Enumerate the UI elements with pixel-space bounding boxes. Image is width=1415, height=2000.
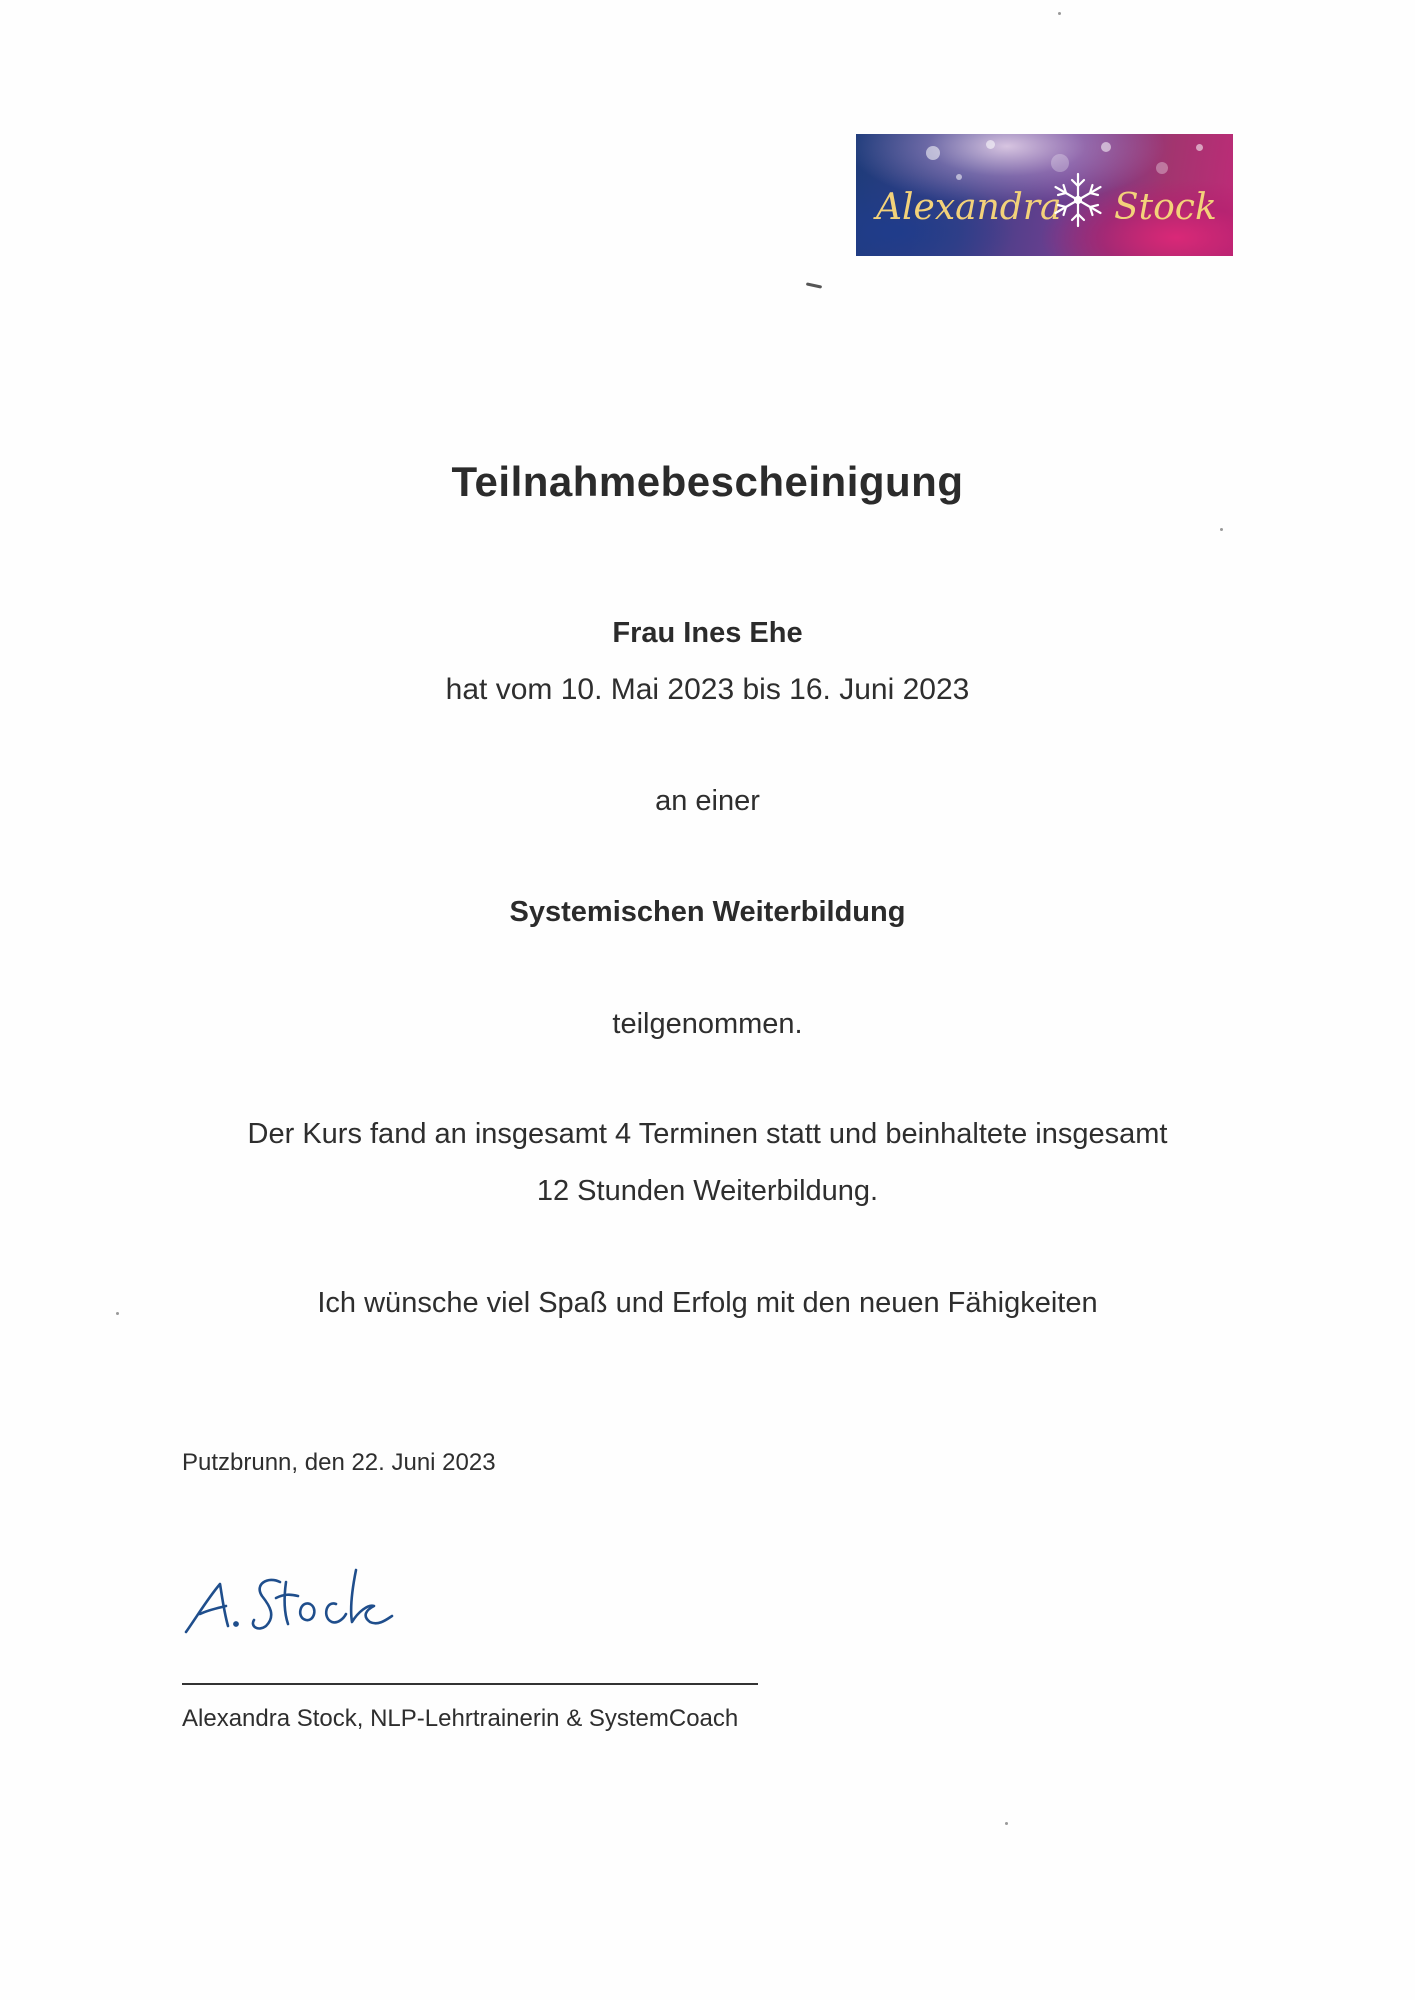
scan-speck [116,1312,119,1315]
connector-text: an einer [655,785,760,817]
alexandra-stock-logo [856,134,1233,256]
scan-speck [1005,1822,1008,1825]
course-details-line1: Der Kurs fand an insgesamt 4 Terminen statt und beinhaltete insgesamt [247,1118,1168,1150]
scan-speck [1058,12,1061,15]
course-name: Systemischen Weiterbildung [509,896,906,928]
course-details-line2: 12 Stunden Weiterbildung. [536,1175,879,1207]
logo-lettering [856,134,1233,256]
scan-speck [1220,528,1223,531]
logo-first-name: Alexandra [876,187,1062,228]
participated-text: teilgenommen. [612,1008,803,1040]
closing-wish: Ich wünsche viel Spaß und Erfolg mit den neuen Fähigkeiten [317,1287,1098,1319]
logo-last-name: Stock [1114,187,1217,228]
recipient-name: Frau Ines Ehe [612,617,803,649]
signature-line [182,1683,758,1685]
signer-name: Alexandra Stock, NLP-Lehrtrainerin & SystemCoach [182,1705,739,1732]
scan-mark [806,282,822,288]
handwritten-signature [180,1560,400,1640]
certificate-title: Teilnahmebescheinigung [451,458,964,505]
place-date: Putzbrunn, den 22. Juni 2023 [182,1449,496,1476]
course-period: hat vom 10. Mai 2023 bis 16. Juni 2023 [445,673,970,706]
snowflake-icon [1056,174,1101,226]
